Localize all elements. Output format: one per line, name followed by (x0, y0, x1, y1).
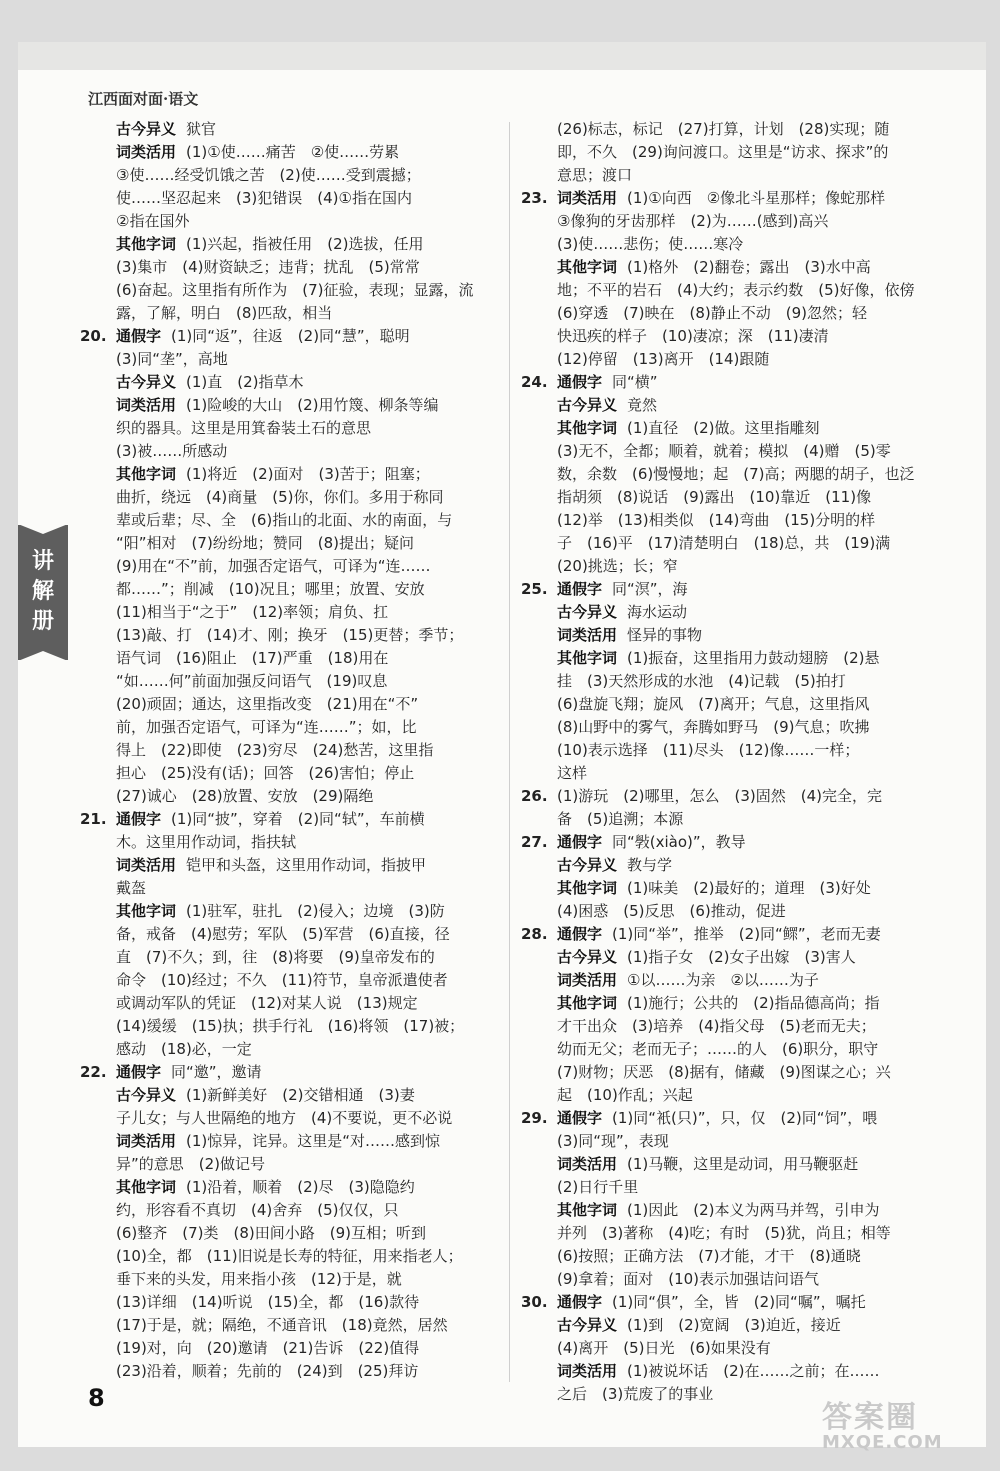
category-label: 通假字 (557, 580, 603, 598)
answer-text: 织的器具。这里是用箕畚装土石的意思 (116, 419, 372, 437)
question-number: 21. (80, 810, 107, 828)
answer-text: (1)游玩 (2)哪里，怎么 (3)固然 (4)完全，完 (557, 787, 882, 805)
answer-text: 担心 (25)没有(话)；回答 (26)害怕；停止 (116, 764, 415, 782)
answer-line (80, 1015, 498, 1038)
category-label: 词类活用 (116, 856, 177, 874)
answer-line (80, 118, 498, 141)
answer-line (80, 187, 498, 210)
answer-line (521, 1153, 939, 1176)
answer-line (80, 1038, 498, 1061)
category-label: 词类活用 (116, 396, 177, 414)
answer-text: (13)详细 (14)听说 (15)全，都 (16)款待 (116, 1293, 420, 1311)
category-label: 古今异义 (557, 1316, 618, 1334)
answer-text: (1)格外 (2)翻卷；露出 (3)水中高 (627, 258, 871, 276)
answer-text: 地；不平的岩石 (4)大约；表示约数 (5)好像，依傍 (557, 281, 915, 299)
answer-text: (1)同“衹(只)”，只，仅 (2)同“饲”，喂 (612, 1109, 878, 1127)
answer-line (521, 371, 939, 394)
answer-text: 露，了解，明白 (8)匹敌，相当 (116, 304, 333, 322)
answer-line (80, 394, 498, 417)
answer-line (80, 578, 498, 601)
category-label: 古今异义 (557, 603, 618, 621)
answer-text: (20)顽固；通达，这里指改变 (21)用在“不” (116, 695, 419, 713)
category-label: 通假字 (557, 1109, 603, 1127)
answer-text: (1)新鲜美好 (2)交错相通 (3)妻 (186, 1086, 415, 1104)
answer-text: 辈或后辈；尽、全 (6)指山的北面、水的南面，与 (116, 511, 453, 529)
answer-text: (1)兴起，指被任用 (2)选拔，任用 (186, 235, 424, 253)
answer-line (521, 785, 939, 808)
answer-line (521, 693, 939, 716)
watermark-url: MXQE.COM (822, 1432, 943, 1453)
answer-line (80, 1153, 498, 1176)
answer-line (80, 509, 498, 532)
category-label: 古今异义 (116, 120, 177, 138)
answer-line (80, 1107, 498, 1130)
answer-text: (3)同“垄”，高地 (116, 350, 228, 368)
answer-line (80, 877, 498, 900)
category-label: 其他字词 (557, 994, 618, 1012)
answer-line (521, 1291, 939, 1314)
answer-line (521, 1222, 939, 1245)
answer-line (80, 440, 498, 463)
category-label: 古今异义 (557, 856, 618, 874)
side-tab-char: 讲 (31, 549, 54, 574)
answer-line (521, 1084, 939, 1107)
answer-line (80, 1130, 498, 1153)
category-label: 通假字 (116, 1063, 162, 1081)
answer-text: ①以……为亲 ②以……为子 (627, 971, 819, 989)
category-label: 古今异义 (557, 948, 618, 966)
category-label: 词类活用 (116, 1132, 177, 1150)
category-label: 通假字 (116, 327, 162, 345)
category-label: 词类活用 (557, 626, 618, 644)
answer-line (521, 210, 939, 233)
answer-text: 戴盔 (116, 879, 147, 897)
answer-text: 语气词 (16)阻止 (17)严重 (18)用在 (116, 649, 389, 667)
side-tab-label (18, 547, 68, 637)
question-number: 27. (521, 833, 548, 851)
answer-line (80, 141, 498, 164)
answer-text: 备，戒备 (4)慰劳；军队 (5)军营 (6)直接，径 (116, 925, 450, 943)
answer-line (80, 670, 498, 693)
answer-text: 备 (5)追溯；本源 (557, 810, 684, 828)
answer-line (80, 808, 498, 831)
answer-line (80, 1268, 498, 1291)
answer-text: 或调动军队的凭证 (12)对某人说 (13)规定 (116, 994, 418, 1012)
answer-text: 得上 (22)即使 (23)穷尽 (24)愁苦，这里指 (116, 741, 434, 759)
answer-text: 曲折，绕远 (4)商量 (5)你，你们。多用于称同 (116, 488, 444, 506)
answer-line (80, 1360, 498, 1383)
answer-line (80, 1061, 498, 1084)
answer-text: (6)奋起。这里指有所作为 (7)征验，表现；显露，流 (116, 281, 474, 299)
answer-line (80, 348, 498, 371)
answer-line (521, 739, 939, 762)
answer-text: 垂下来的头发，用来指小孩 (12)于是，就 (116, 1270, 402, 1288)
answer-text: (26)标志，标记 (27)打算，计划 (28)实现；随 (557, 120, 890, 138)
answer-text: 教与学 (627, 856, 673, 874)
answer-line (80, 463, 498, 486)
answer-text: (1)施行；公共的 (2)指品德高尚；指 (627, 994, 880, 1012)
answer-line (80, 647, 498, 670)
answer-line (521, 509, 939, 532)
answer-text: 命令 (10)经过；不久 (11)符节，皇帝派遣使者 (116, 971, 448, 989)
category-label: 其他字词 (116, 235, 177, 253)
answer-text: 即，不久 (29)询问渡口。这里是“访求、探求”的 (557, 143, 889, 161)
side-tab-notch-top (18, 524, 68, 534)
answer-text: (11)相当于“之于” (12)率领；肩负、扛 (116, 603, 389, 621)
answer-line (80, 210, 498, 233)
answer-text: (1)直径 (2)做。这里指雕刻 (627, 419, 820, 437)
answer-text: (1)同“俱”，全，皆 (2)同“嘱”，嘱托 (612, 1293, 866, 1311)
answer-text: (13)敲、打 (14)才、刚；换牙 (15)更替；季节； (116, 626, 464, 644)
answer-line (521, 187, 939, 210)
answer-line (80, 1314, 498, 1337)
answer-line (80, 969, 498, 992)
answer-text: (3)同“现”，表现 (557, 1132, 669, 1150)
question-number: 23. (521, 189, 548, 207)
category-label: 其他字词 (557, 649, 618, 667)
answer-text: (2)日行千里 (557, 1178, 639, 1196)
category-label: 其他字词 (557, 1201, 618, 1219)
answer-line (80, 302, 498, 325)
answer-text: 起 (10)作乱；兴起 (557, 1086, 693, 1104)
answer-text: (6)整齐 (7)类 (8)田间小路 (9)互相；听到 (116, 1224, 426, 1242)
answer-line (521, 141, 939, 164)
answer-text: 异”的意思 (2)做记号 (116, 1155, 266, 1173)
answer-text: 海水运动 (627, 603, 688, 621)
answer-line (521, 1314, 939, 1337)
answer-text: (1)同“举”，推举 (2)同“鳏”，老而无妻 (612, 925, 881, 943)
answer-text: (1)险峻的大山 (2)用竹篾、柳条等编 (186, 396, 439, 414)
answer-text: 都……”；削减 (10)况且；哪里；放置、安放 (116, 580, 425, 598)
answer-text: 之后 (3)荒废了的事业 (557, 1385, 714, 1403)
category-label: 词类活用 (557, 189, 618, 207)
answer-line (80, 417, 498, 440)
answer-line (521, 555, 939, 578)
answer-text: 这样 (557, 764, 588, 782)
answer-text: 怪异的事物 (627, 626, 703, 644)
answer-line (521, 394, 939, 417)
answer-text: (23)沿着，顺着；先前的 (24)到 (25)拜访 (116, 1362, 419, 1380)
answer-text: (1)将近 (2)面对 (3)苦于；阻塞； (186, 465, 430, 483)
answer-text: (3)集市 (4)财资缺乏；违背；扰乱 (5)常常 (116, 258, 420, 276)
answer-line (521, 969, 939, 992)
answer-line (521, 647, 939, 670)
answer-line (521, 302, 939, 325)
column-divider (509, 122, 510, 1382)
answer-line (521, 1176, 939, 1199)
category-label: 古今异义 (116, 373, 177, 391)
answer-line (521, 1360, 939, 1383)
answer-text: 竟然 (627, 396, 658, 414)
answer-text: 狱官 (186, 120, 217, 138)
side-tab-notch-bottom (18, 651, 68, 661)
answer-text: 指胡须 (8)说话 (9)露出 (10)靠近 (11)像 (557, 488, 872, 506)
answer-line (521, 463, 939, 486)
answer-text: (1)振奋，这里指用力鼓动翅膀 (2)悬 (627, 649, 880, 667)
side-tab-char: 册 (31, 609, 54, 634)
answer-line (80, 164, 498, 187)
answer-line (521, 440, 939, 463)
category-label: 通假字 (557, 925, 603, 943)
answer-line (521, 716, 939, 739)
answer-text: 前，加强否定语气，可译为“连……”；如，比 (116, 718, 417, 736)
answer-text: (17)于是，就；隔绝，不通音讯 (18)竟然，居然 (116, 1316, 448, 1334)
question-number: 26. (521, 787, 548, 805)
answer-text: 木。这里用作动词，指扶轼 (116, 833, 297, 851)
answer-text: 数，余数 (6)慢慢地；起 (7)高；两腮的胡子，也泛 (557, 465, 915, 483)
answer-line (80, 325, 498, 348)
answer-text: (4)困惑 (5)反思 (6)推动，促进 (557, 902, 786, 920)
answer-line (521, 900, 939, 923)
answer-line (80, 1084, 498, 1107)
answer-line (521, 578, 939, 601)
answer-text: (1)马鞭，这里是动词，用马鞭驱赶 (627, 1155, 859, 1173)
question-number: 22. (80, 1063, 107, 1081)
answer-text: (12)举 (13)相类似 (14)弯曲 (15)分明的样 (557, 511, 876, 529)
answer-line (521, 325, 939, 348)
answer-text: (19)对，向 (20)邀请 (21)告诉 (22)值得 (116, 1339, 420, 1357)
category-label: 词类活用 (557, 1362, 618, 1380)
category-label: 古今异义 (116, 1086, 177, 1104)
answer-line (80, 1291, 498, 1314)
answer-text: 并列 (3)著称 (4)吃；有时 (5)犹，尚且；相等 (557, 1224, 891, 1242)
right-column (521, 118, 939, 1406)
answer-text: ③像狗的牙齿那样 (2)为……(感到)高兴 (557, 212, 829, 230)
answer-text: 挂 (3)天然形成的水池 (4)记载 (5)拍打 (557, 672, 846, 690)
answer-line (521, 1015, 939, 1038)
answer-text: (8)山野中的雾气，奔腾如野马 (9)气息；吹拂 (557, 718, 870, 736)
category-label: 通假字 (557, 373, 603, 391)
answer-line (80, 1337, 498, 1360)
answer-text: (1)直 (2)指草木 (186, 373, 304, 391)
answer-text: 意思；渡口 (557, 166, 633, 184)
answer-line (80, 1176, 498, 1199)
answer-text: ②指在国外 (116, 212, 190, 230)
answer-text: 快迅疾的样子 (10)凄凉；深 (11)凄清 (557, 327, 829, 345)
answer-line (521, 233, 939, 256)
answer-line (80, 716, 498, 739)
answer-line (521, 256, 939, 279)
answer-line (521, 1268, 939, 1291)
answer-text: (10)表示选择 (11)尽头 (12)像……一样； (557, 741, 860, 759)
answer-text: (10)全，都 (11)旧说是长寿的特征，用来指老人； (116, 1247, 463, 1265)
category-label: 其他字词 (557, 879, 618, 897)
answer-text: (7)财物；厌恶 (8)据有，储藏 (9)图谋之心；兴 (557, 1063, 891, 1081)
answer-line (80, 601, 498, 624)
question-number: 29. (521, 1109, 548, 1127)
answer-text: 幼而无父；老而无子；……的人 (6)职分，职守 (557, 1040, 879, 1058)
side-tab-char: 解 (31, 579, 54, 604)
answer-line (521, 486, 939, 509)
answer-text: ③使……经受饥饿之苦 (2)使……受到震撼； (116, 166, 421, 184)
answer-text: (1)①向西 ②像北斗星那样；像蛇那样 (627, 189, 886, 207)
page-number: 8 (88, 1384, 105, 1412)
answer-line (521, 877, 939, 900)
answer-text: 同“邀”，邀请 (171, 1063, 262, 1081)
answer-line (80, 739, 498, 762)
answer-line (521, 762, 939, 785)
answer-line (80, 624, 498, 647)
answer-text: (3)使……悲伤；使……寒冷 (557, 235, 744, 253)
answer-line (521, 624, 939, 647)
answer-line (80, 693, 498, 716)
question-number: 28. (521, 925, 548, 943)
answer-line (521, 601, 939, 624)
left-column (80, 118, 498, 1383)
answer-text: (3)无不，全都；顺着，就着；模拟 (4)赠 (5)零 (557, 442, 891, 460)
answer-text: “阳”相对 (7)纷纷地；赞同 (8)提出；疑问 (116, 534, 415, 552)
answer-text: (1)驻军，驻扎 (2)侵入；边境 (3)防 (186, 902, 445, 920)
answer-line (521, 1061, 939, 1084)
answer-text: (27)诚心 (28)放置、安放 (29)隔绝 (116, 787, 374, 805)
answer-line (80, 486, 498, 509)
answer-line (521, 946, 939, 969)
answer-line (521, 1038, 939, 1061)
question-number: 30. (521, 1293, 548, 1311)
answer-text: (1)味美 (2)最好的；道理 (3)好处 (627, 879, 871, 897)
answer-text: (1)同“披”，穿着 (2)同“轼”，车前横 (171, 810, 425, 828)
answer-line (80, 946, 498, 969)
answer-text: (1)惊异，诧异。这里是“对……感到惊 (186, 1132, 441, 1150)
answer-line (521, 670, 939, 693)
answer-text: “如……何”前面加强反问语气 (19)叹息 (116, 672, 388, 690)
top-band (18, 42, 986, 70)
answer-text: (20)挑选；长；窄 (557, 557, 678, 575)
answer-line (521, 417, 939, 440)
answer-line (80, 900, 498, 923)
answer-text: (1)到 (2)宽阔 (3)迫近，接近 (627, 1316, 841, 1334)
answer-line (80, 532, 498, 555)
category-label: 其他字词 (116, 465, 177, 483)
category-label: 词类活用 (557, 1155, 618, 1173)
answer-text: (12)停留 (13)离开 (14)跟随 (557, 350, 770, 368)
answer-line (80, 256, 498, 279)
category-label: 其他字词 (116, 902, 177, 920)
answer-text: (1)被说坏话 (2)在……之前；在…… (627, 1362, 880, 1380)
answer-text: (1)①使……痛苦 ②使……劳累 (186, 143, 400, 161)
answer-text: (6)按照；正确方法 (7)才能，才干 (8)通晓 (557, 1247, 861, 1265)
category-label: 通假字 (116, 810, 162, 828)
answer-line (80, 233, 498, 256)
answer-text: 约，形容看不真切 (4)舍弃 (5)仅仅，只 (116, 1201, 399, 1219)
answer-text: (9)用在“不”前，加强否定语气，可译为“连…… (116, 557, 431, 575)
category-label: 词类活用 (116, 143, 177, 161)
answer-text: (4)离开 (5)日光 (6)如果没有 (557, 1339, 771, 1357)
answer-line (80, 854, 498, 877)
answer-line (521, 831, 939, 854)
answer-line (80, 992, 498, 1015)
answer-line (521, 1130, 939, 1153)
category-label: 其他字词 (557, 258, 618, 276)
answer-text: 子儿女；与人世隔绝的地方 (4)不要说，更不必说 (116, 1109, 453, 1127)
category-label: 其他字词 (116, 1178, 177, 1196)
question-number: 25. (521, 580, 548, 598)
answer-text: 才干出众 (3)培养 (4)指父母 (5)老而无夫； (557, 1017, 876, 1035)
answer-line (80, 923, 498, 946)
answer-line (521, 1337, 939, 1360)
answer-text: 同“溟”，海 (612, 580, 688, 598)
answer-line (521, 532, 939, 555)
category-label: 其他字词 (557, 419, 618, 437)
answer-line (80, 1245, 498, 1268)
answer-text: (14)缓缓 (15)执；拱手行礼 (16)将领 (17)被； (116, 1017, 465, 1035)
answer-line (521, 279, 939, 302)
answer-line (80, 555, 498, 578)
answer-line (521, 992, 939, 1015)
question-number: 20. (80, 327, 107, 345)
watermark-logo: 答案圈 (822, 1400, 918, 1435)
answer-line (521, 1199, 939, 1222)
answer-line (80, 762, 498, 785)
answer-line (521, 923, 939, 946)
category-label: 通假字 (557, 1293, 603, 1311)
answer-text: (1)指子女 (2)女子出嫁 (3)害人 (627, 948, 856, 966)
answer-line (80, 1222, 498, 1245)
page-header: 江西面对面·语文 (88, 90, 199, 108)
answer-text: (1)同“返”，往返 (2)同“慧”，聪明 (171, 327, 410, 345)
answer-line (80, 279, 498, 302)
answer-line (80, 831, 498, 854)
category-label: 词类活用 (557, 971, 618, 989)
answer-line (80, 1199, 498, 1222)
side-tab (18, 525, 68, 660)
answer-text: 同“横” (612, 373, 658, 391)
answer-text: (9)拿着；面对 (10)表示加强诘问语气 (557, 1270, 820, 1288)
answer-text: 同“斅(xiào)”，教导 (612, 833, 746, 851)
answer-line (521, 808, 939, 831)
answer-line (521, 118, 939, 141)
answer-text: 直 (7)不久；到，往 (8)将要 (9)皇帝发布的 (116, 948, 435, 966)
answer-line (521, 1107, 939, 1130)
answer-text: (6)盘旋飞翔；旋风 (7)离开；气息，这里指风 (557, 695, 870, 713)
answer-text: 使……坚忍起来 (3)犯错误 (4)①指在国内 (116, 189, 412, 207)
answer-line (80, 371, 498, 394)
answer-line (80, 785, 498, 808)
question-number: 24. (521, 373, 548, 391)
category-label: 古今异义 (557, 396, 618, 414)
answer-line (521, 164, 939, 187)
answer-line (521, 1245, 939, 1268)
category-label: 通假字 (557, 833, 603, 851)
answer-text: 子 (16)平 (17)清楚明白 (18)总，共 (19)满 (557, 534, 891, 552)
answer-text: (6)穿透 (7)映在 (8)静止不动 (9)忽然；轻 (557, 304, 867, 322)
answer-text: (1)因此 (2)本义为两马并驾，引申为 (627, 1201, 880, 1219)
answer-line (521, 854, 939, 877)
answer-line (521, 348, 939, 371)
answer-text: 感动 (18)必，一定 (116, 1040, 252, 1058)
answer-text: (1)沿着，顺着 (2)尽 (3)隐隐约 (186, 1178, 415, 1196)
answer-text: 铠甲和头盔，这里用作动词，指披甲 (186, 856, 427, 874)
answer-text: (3)被……所感动 (116, 442, 228, 460)
